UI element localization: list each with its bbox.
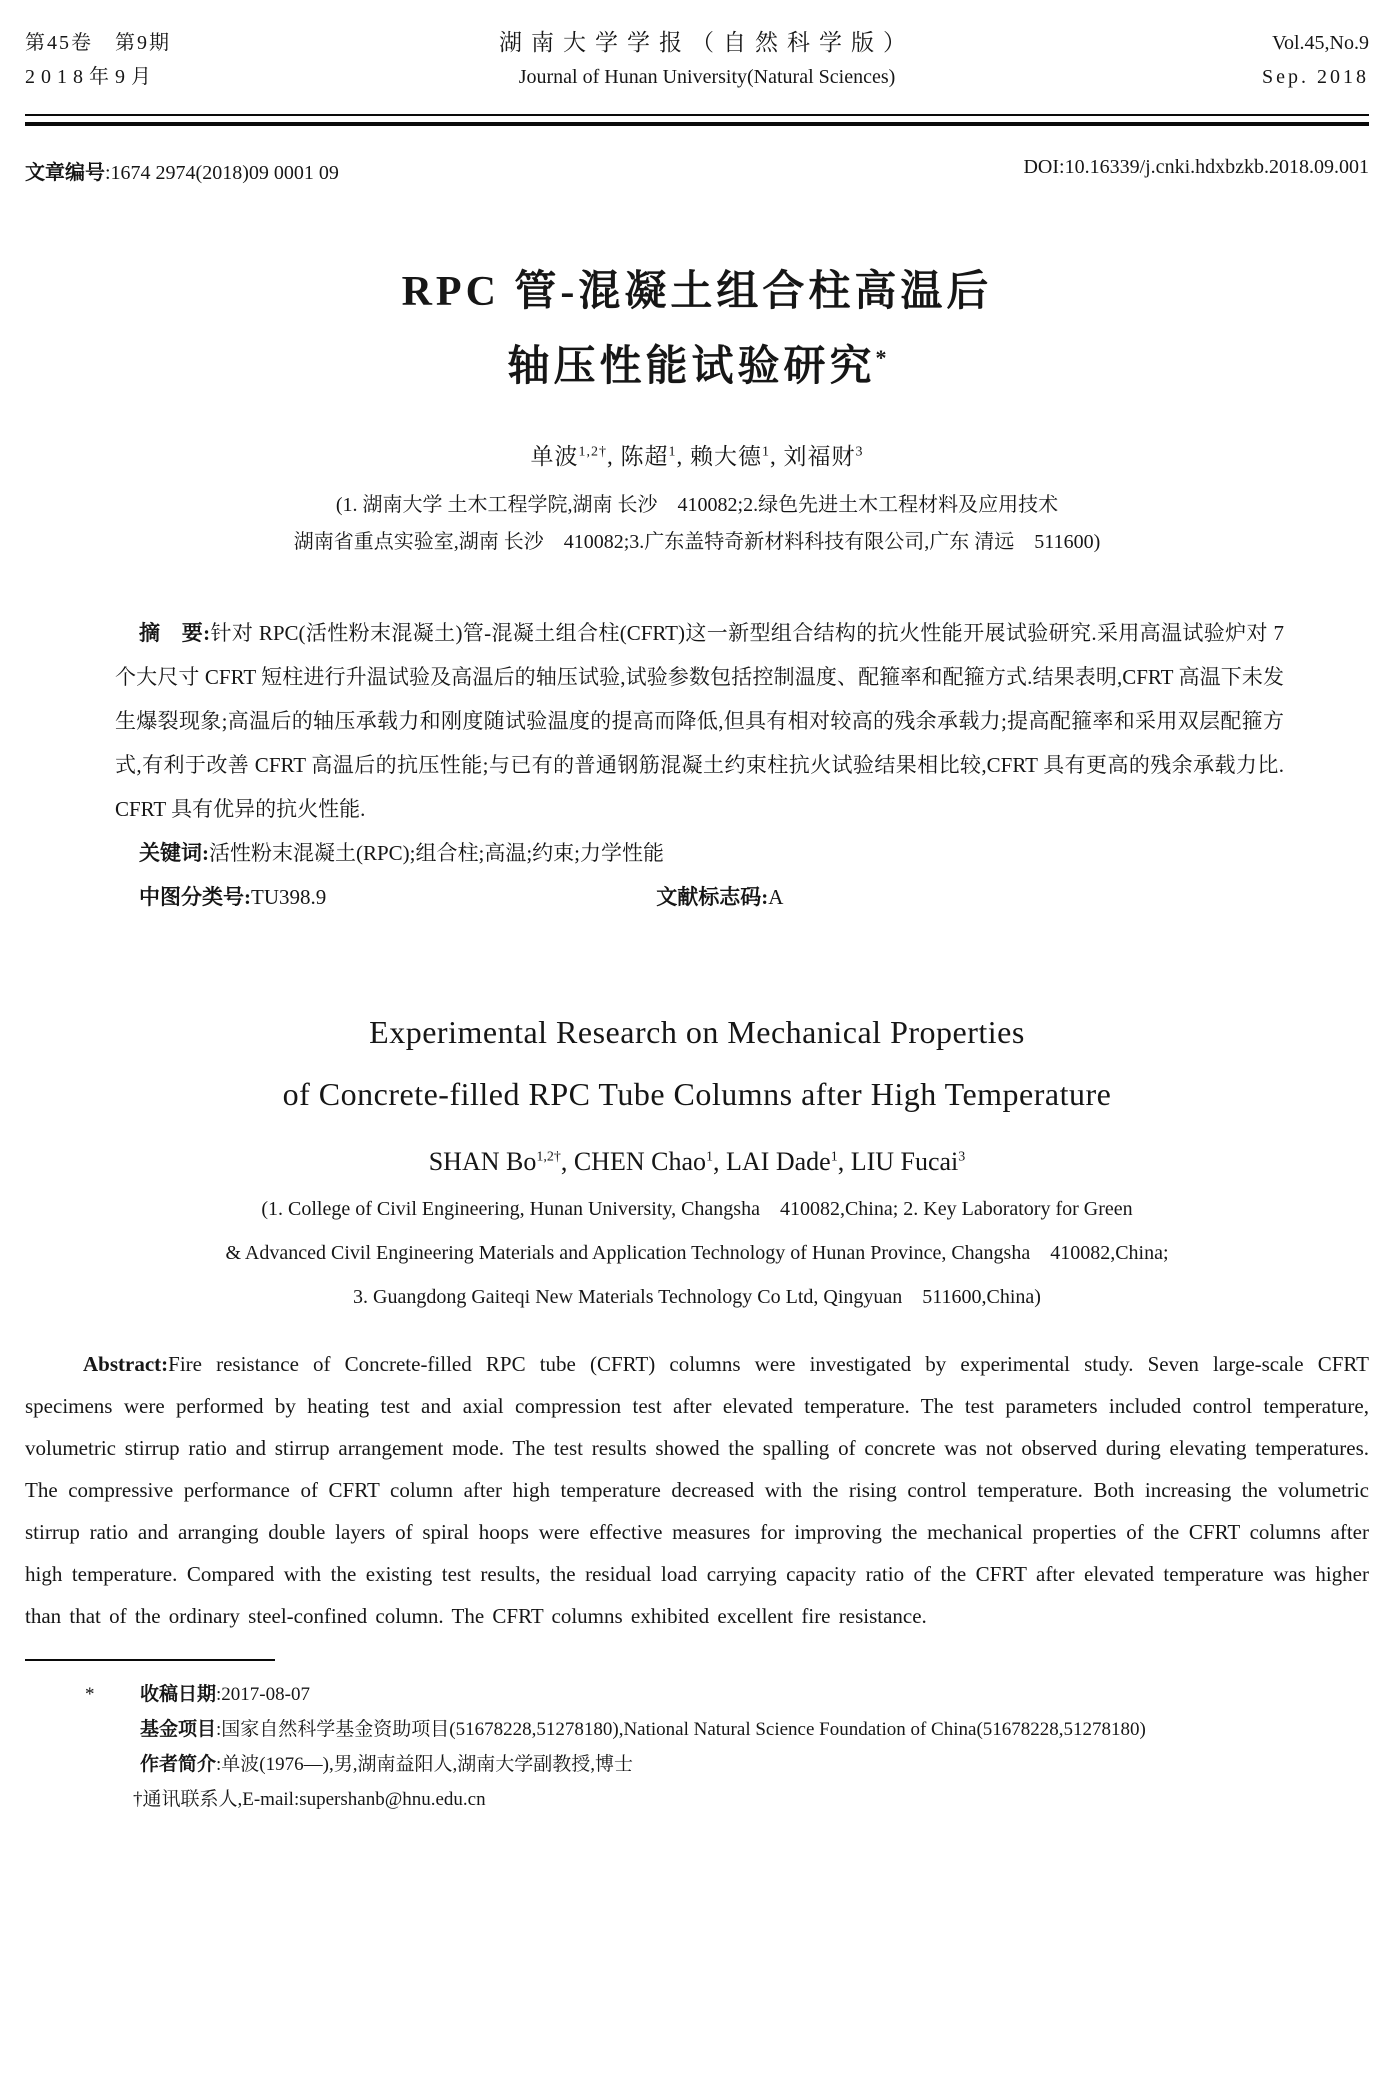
abstract-cn-block	[115, 611, 1284, 919]
article-number-value: :1674 2974(2018)09 0001 09	[105, 162, 339, 184]
issue-date-en: Sep. 2018	[1262, 66, 1369, 88]
fund-label: 基金项目	[140, 1719, 217, 1740]
keywords-label: 关键词:	[139, 841, 209, 865]
bio-label: 作者简介	[140, 1754, 217, 1775]
journal-title-cn: 湖南大学学报（自然科学版）	[499, 30, 915, 55]
title-cn-line2: 轴压性能试验研究	[507, 344, 876, 390]
article-number-label: 文章编号	[25, 162, 105, 184]
footnote-rule	[25, 1659, 275, 1661]
document-code-value: A	[768, 885, 784, 909]
clc-value: TU398.9	[251, 885, 327, 909]
title-en	[25, 1001, 1369, 1125]
affiliations-cn	[25, 487, 1369, 561]
abstract-cn-label: 摘 要:	[139, 621, 211, 645]
journal-header	[25, 26, 1369, 94]
author-en: LAI Dade$^1$,	[726, 1147, 851, 1176]
abstract-en-label: Abstract:	[83, 1352, 169, 1376]
affiliation-cn-line1: (1. 湖南大学 土木工程学院,湖南 长沙 410082;2.绿色先进土木工程材料及应用技术	[335, 494, 1059, 516]
author-en: LIU Fucai$^3$	[850, 1147, 966, 1176]
fund-value: :国家自然科学基金资助项目(51678228,51278180),National Natural Science Foundation of China(51678228,51278180)	[216, 1719, 1146, 1740]
footnote-contact: †通讯联系人,E-mail:supershanb@hnu.edu.cn	[133, 1789, 486, 1810]
affiliations-en	[25, 1187, 1369, 1319]
abstract-en-text: Fire resistance of Concrete-filled RPC tube (CFRT) columns were investigated by experimental study. Seven large-scale CFRT specimens were performed by heating test and axial compression test after elevated temperature. The test parameters included control temperature, volumetric stirrup ratio and stirrup arrangement mode. The test results showed the spalling of concrete was not observed during elevating temperatures. The compressive performance of CFRT column after high temperature decreased with the rising control temperature. Both increasing the volumetric stirrup ratio and arranging double layers of spiral hoops were effective measures for improving the mechanical properties of the CFRT columns after high temperature. Compared with the existing test results, the residual load carrying capacity ratio of the CFRT after elevated temperature was higher than that of the ordinary steel-confined column. The CFRT columns exhibited excellent fire resistance.	[25, 1352, 1369, 1628]
footnote-star: *	[85, 1684, 95, 1705]
title-en-line2: of Concrete-filled RPC Tube Columns after High Temperature	[282, 1076, 1112, 1112]
abstract-cn-text: 针对 RPC(活性粉末混凝土)管-混凝土组合柱(CFRT)这一新型组合结构的抗火性能开展试验研究.采用高温试验炉对 7 个大尺寸 CFRT 短柱进行升温试验及高温后的轴压试验,试验参数包括控制温度、配箍率和配箍方式.结果表明,CFRT 高温下未发生爆裂现象;高温后的轴压承载力和刚度随试验温度的提高而降低,但具有相对较高的残余承载力;提高配箍率和采用双层配箍方式,有利于改善 CFRT 高温后的抗压性能;与已有的普通钢筋混凝土约束柱抗火试验结果相比较,CFRT 具有更高的残余承载力比. CFRT 具有优异的抗火性能.	[115, 621, 1284, 821]
abstract-cn	[115, 611, 1284, 831]
header-double-rule	[25, 114, 1369, 126]
author-cn: 陈超$^1$,	[620, 444, 684, 469]
author-en: SHAN $Bo^{1,2\dagger}$,	[428, 1147, 574, 1176]
clc-number	[139, 885, 326, 909]
affiliation-cn-line2: 湖南省重点实验室,湖南 长沙 410082;3.广东盖特奇新材料科技有限公司,广东 清远 511600)	[293, 531, 1101, 553]
clc-label: 中图分类号:	[139, 885, 251, 909]
abstract-en	[25, 1343, 1369, 1637]
author-en: CHEN Chao$^1$,	[573, 1147, 727, 1176]
issue-date-cn: 2018年9月	[25, 66, 157, 88]
header-vol-block	[1154, 26, 1369, 94]
keywords	[115, 831, 1284, 875]
volume-issue-en: Vol.45,No.9	[1272, 32, 1369, 54]
affiliation-en-line1: (1. College of Civil Engineering, Hunan University, Changsha 410082,China; 2. Key Laboratory for Green	[261, 1198, 1133, 1220]
header-journal-block	[260, 26, 1154, 94]
author-cn: 赖大德$^1$,	[690, 444, 777, 469]
affiliation-en-line3: 3. Guangdong Gaiteqi New Materials Technology Co Ltd, Qingyuan 511600,China)	[353, 1286, 1041, 1308]
received-value: :2017-08-07	[216, 1684, 310, 1705]
authors-en	[25, 1147, 1369, 1177]
author-cn: 刘福财$^3$	[783, 444, 864, 469]
journal-title-en: Journal of Hunan University(Natural Sciences)	[518, 66, 896, 88]
volume-issue-cn: 第45卷 第9期	[25, 32, 171, 54]
footnote-received	[25, 1677, 1369, 1712]
title-cn-line1: RPC 管-混凝土组合柱高温后	[401, 269, 993, 315]
affiliation-en-line2: & Advanced Civil Engineering Materials and Application Technology of Hunan Province, Changsha 410082,China;	[225, 1242, 1169, 1264]
doi: DOI:10.16339/j.cnki.hdxbzkb.2018.09.001	[1023, 156, 1369, 178]
author-cn: 单波$^{1,2\dagger}$,	[530, 444, 614, 469]
title-footnote-marker: *	[875, 345, 887, 370]
footnote-fund	[25, 1712, 1369, 1747]
authors-cn	[25, 438, 1369, 471]
header-issue-block	[25, 26, 260, 94]
keywords-text: 活性粉末混凝土(RPC);组合柱;高温;约束;力学性能	[209, 841, 665, 865]
footnote-block	[25, 1659, 1369, 1817]
footnote-bio	[25, 1747, 1369, 1782]
bio-value: :单波(1976—),男,湖南益阳人,湖南大学副教授,博士	[216, 1754, 633, 1775]
document-code-label: 文献标志码:	[656, 885, 769, 909]
classification-row	[115, 875, 1284, 919]
meta-row	[25, 156, 1369, 185]
document-code	[656, 885, 783, 909]
received-label: 收稿日期	[140, 1684, 217, 1705]
article-number	[25, 156, 339, 185]
title-cn	[25, 259, 1369, 400]
title-en-line1: Experimental Research on Mechanical Properties	[369, 1014, 1025, 1050]
